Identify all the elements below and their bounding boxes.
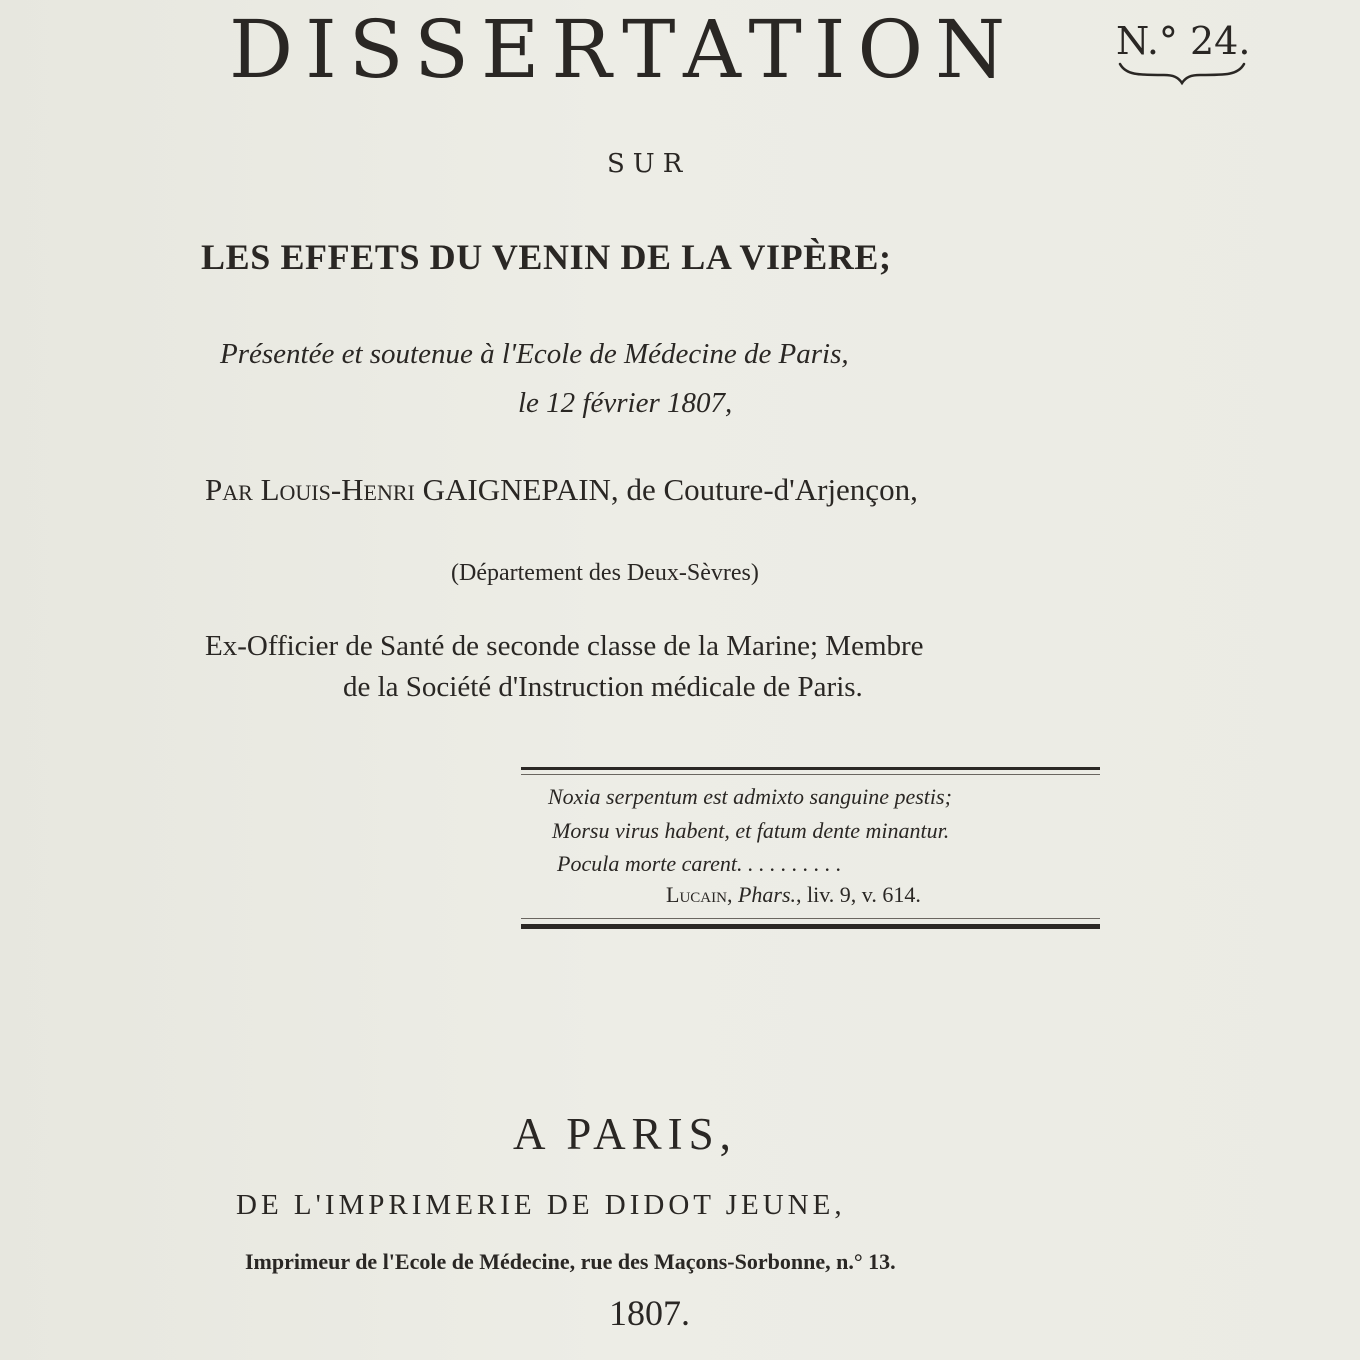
imprint-city: A PARIS, <box>513 1109 737 1159</box>
author-department: (Département des Deux-Sèvres) <box>451 560 759 586</box>
imprint-address: Imprimeur de l'Ecole de Médecine, rue des Maçons-Sorbonne, n.° 13. <box>245 1249 896 1274</box>
author-credentials-line-1: Ex-Officier de Santé de seconde classe de la Marine; Membre <box>205 630 924 662</box>
dissertation-subject: LES EFFETS DU VENIN DE LA VIPÈRE; <box>201 237 892 277</box>
epigraph-line-2: Morsu virus habent, et fatum dente minantur. <box>552 818 950 843</box>
imprint-printer: DE L'IMPRIMERIE DE DIDOT JEUNE, <box>236 1189 846 1221</box>
author-prefix: Par <box>205 472 253 507</box>
epigraph-reference: , liv. 9, v. 614. <box>796 882 921 907</box>
author-origin: de Couture-d'Arjençon, <box>626 472 918 507</box>
number-brace-icon <box>1118 62 1246 86</box>
epigraph-top-thin-rule <box>521 774 1100 775</box>
document-number: N.° 24. <box>1116 19 1251 63</box>
epigraph-line-1: Noxia serpentum est admixto sanguine pestis; <box>548 784 952 809</box>
epigraph-author: Lucain <box>666 882 727 907</box>
epigraph-attribution: Lucain, Phars., liv. 9, v. 614. <box>666 882 921 907</box>
epigraph-bottom-thick-rule <box>521 924 1100 929</box>
preposition-sur: SUR <box>607 149 691 179</box>
epigraph-bottom-thin-rule <box>521 918 1100 919</box>
epigraph-work: Phars. <box>737 882 796 907</box>
author-credentials-line-2: de la Société d'Instruction médicale de Paris. <box>343 671 863 703</box>
presentation-statement: Présentée et soutenue à l'Ecole de Médecine de Paris, <box>220 338 849 370</box>
author-name: Louis-Henri GAIGNEPAIN, <box>260 472 619 507</box>
epigraph-top-thick-rule <box>521 767 1100 770</box>
imprint-year: 1807. <box>609 1293 690 1333</box>
author-line <box>205 472 918 508</box>
epigraph-line-3: Pocula morte carent. . . . . . . . . . <box>557 851 842 876</box>
document-title: DISSERTATION <box>229 3 1018 96</box>
presentation-date: le 12 février 1807, <box>518 387 733 419</box>
